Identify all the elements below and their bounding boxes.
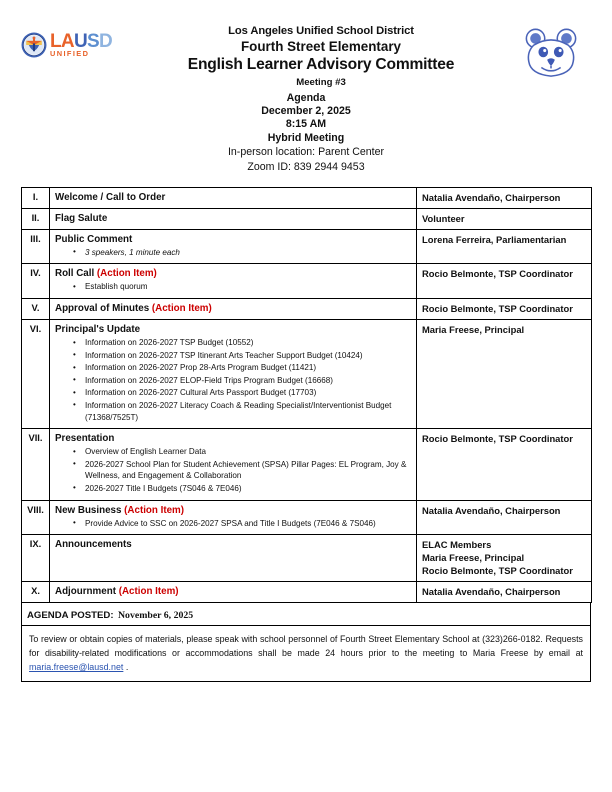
responsible-person: Maria Freese, Principal: [422, 324, 525, 335]
agenda-item-title: [55, 432, 411, 445]
agenda-item-title: [55, 504, 411, 517]
action-item-badge: (Action Item): [96, 268, 157, 280]
table-row: [22, 187, 592, 208]
responsible-person: Rocio Belmonte, TSP Coordinator: [422, 303, 573, 314]
logo-text-u: U: [73, 31, 87, 53]
list-item: • Information on 2026-2027 ELOP-Field Trips Program Budget (16668): [85, 375, 411, 388]
agenda-item-title-text: Announcements: [55, 539, 132, 551]
district-name: Los Angeles Unified School District: [228, 25, 414, 37]
agenda-item-responsible-cell: [417, 229, 592, 264]
agenda-item-title: [55, 267, 411, 280]
document-header: [21, 0, 591, 88]
agenda-item-title: [55, 323, 411, 336]
agenda-item-title: [55, 302, 411, 315]
agenda-item-title: [55, 212, 411, 225]
agenda-item-subitems: [55, 446, 411, 495]
list-item: • Provide Advice to SSC on 2026-2027 SPSA and Title I Budgets (7E046 & 7S046): [85, 518, 411, 531]
logo-text-s: S: [86, 31, 99, 53]
agenda-item-topic-cell: [50, 187, 417, 208]
meeting-info-block: [21, 92, 591, 175]
agenda-item-title-text: Roll Call: [55, 268, 97, 280]
agenda-item-responsible-cell: [417, 535, 592, 582]
table-row: [22, 229, 592, 264]
agenda-item-topic-cell: [50, 299, 417, 320]
list-item: • Information on 2026-2027 Cultural Arts Passport Budget (17703): [85, 387, 411, 400]
action-item-badge: (Action Item): [124, 504, 185, 516]
responsible-person: Volunteer: [422, 212, 465, 224]
agenda-item-responsible-cell: [417, 320, 592, 429]
responsible-person: Natalia Avendaño, Chairperson: [422, 191, 561, 203]
responsible-person: Natalia Avendaño, Chairperson: [422, 504, 561, 516]
agenda-item-numeral: VII.: [22, 429, 50, 500]
disclaimer-part-one: To review or obtain copies of materials, please speak with school personnel of Fourth Street Elementary School at (323)266-0182. Requests for disability-related modifications or accommodations shall be made 24 hours prior to the meeting to Maria Freese by email at: [29, 634, 583, 659]
agenda-item-numeral: III.: [22, 229, 50, 264]
list-item: • 2026-2027 Title I Budgets (7S046 & 7E046): [85, 483, 411, 496]
agenda-posted-label: AGENDA POSTED:: [27, 610, 114, 622]
agenda-item-numeral: V.: [22, 299, 50, 320]
contact-email-link[interactable]: maria.freese@lausd.net: [29, 662, 124, 673]
agenda-label: Agenda: [286, 92, 326, 104]
responsible-person: Lorena Ferreira, Parliamentarian: [422, 233, 567, 245]
agenda-item-title-text: Approval of Minutes: [55, 303, 152, 314]
agenda-posted-row: [21, 603, 591, 626]
table-row: [22, 500, 592, 535]
agenda-item-numeral: X.: [22, 582, 50, 603]
responsible-person: Rocio Belmonte, TSP Coordinator: [422, 268, 573, 280]
agenda-item-title-text: Adjournment: [55, 586, 119, 598]
disclaimer-box: [21, 626, 591, 682]
agenda-item-numeral: II.: [22, 208, 50, 229]
header-titles: [131, 16, 511, 91]
table-row: [22, 208, 592, 229]
agenda-item-responsible-cell: [417, 264, 592, 299]
agenda-item-title-text: Public Comment: [55, 233, 133, 245]
logo-text-unified: UNIFIED: [50, 49, 90, 59]
meeting-number: Meeting #3: [296, 77, 346, 88]
meeting-format: Hybrid Meeting: [267, 131, 345, 144]
agenda-item-subitems: [55, 518, 411, 531]
agenda-item-title-text: Presentation: [55, 433, 115, 445]
meeting-location: In-person location: Parent Center: [227, 145, 385, 158]
agenda-item-topic-cell: [50, 429, 417, 500]
agenda-item-title-text: Principal's Update: [55, 324, 141, 335]
table-row: [22, 264, 592, 299]
responsible-person: Maria Freese, Principal: [422, 552, 525, 564]
agenda-item-responsible-cell: [417, 582, 592, 603]
agenda-item-numeral: I.: [22, 187, 50, 208]
agenda-item-responsible-cell: [417, 208, 592, 229]
list-item: • Information on 2026-2027 Prop 28-Arts Program Budget (11421): [85, 362, 411, 375]
agenda-item-title: [55, 538, 411, 551]
meeting-date: December 2, 2025: [261, 105, 351, 118]
agenda-item-numeral: IX.: [22, 535, 50, 582]
agenda-item-topic-cell: [50, 500, 417, 535]
agenda-item-title: [55, 191, 411, 204]
agenda-item-responsible-cell: [417, 187, 592, 208]
koala-mascot-icon: [522, 24, 580, 80]
list-item: • Information on 2026-2027 Literacy Coach & Reading Specialist/Interventionist Budget (71368/7525T): [85, 400, 411, 424]
committee-name: English Learner Advisory Committee: [187, 56, 455, 73]
meeting-time: 8:15 AM: [285, 118, 327, 131]
meeting-zoom-id: Zoom ID: 839 2944 9453: [247, 160, 365, 173]
agenda-item-topic-cell: [50, 535, 417, 582]
list-item: • Information on 2026-2027 TSP Budget (10552): [85, 337, 411, 350]
agenda-item-title-text: Welcome / Call to Order: [55, 191, 166, 203]
table-row: [22, 535, 592, 582]
disclaimer-text: [29, 632, 583, 674]
disclaimer-part-two: .: [123, 662, 129, 673]
agenda-item-subitems: [55, 337, 411, 424]
table-row: [22, 429, 592, 500]
agenda-item-title: [55, 233, 411, 246]
list-item: • 2026-2027 School Plan for Student Achievement (SPSA) Pillar Pages: EL Program, Joy & Wellness, and Engagement & Collaboration: [85, 459, 411, 483]
logo-text-d: D: [98, 31, 112, 53]
agenda-item-subitems: [55, 281, 411, 294]
lausd-seal-icon: [21, 32, 47, 58]
agenda-table: [21, 187, 592, 603]
school-name: Fourth Street Elementary: [241, 39, 401, 54]
list-item: • 3 speakers, 1 minute each: [85, 247, 411, 260]
agenda-item-numeral: IV.: [22, 264, 50, 299]
agenda-item-title-text: Flag Salute: [55, 212, 108, 224]
agenda-item-responsible-cell: [417, 299, 592, 320]
agenda-item-topic-cell: [50, 264, 417, 299]
table-row: [22, 299, 592, 320]
agenda-item-responsible-cell: [417, 500, 592, 535]
agenda-item-subitems: [55, 247, 411, 260]
logo-text-la: LA: [50, 31, 74, 53]
list-item: • Information on 2026-2027 TSP Itinerant Arts Teacher Support Budget (10424): [85, 350, 411, 363]
table-row: [22, 320, 592, 429]
responsible-person: Rocio Belmonte, TSP Coordinator: [422, 433, 573, 445]
agenda-item-numeral: VI.: [22, 320, 50, 429]
agenda-item-topic-cell: [50, 582, 417, 603]
agenda-item-numeral: VIII.: [22, 500, 50, 535]
agenda-item-responsible-cell: [417, 429, 592, 500]
lausd-unified-logo: [21, 16, 131, 58]
agenda-item-title: [55, 585, 411, 598]
action-item-badge: (Action Item): [118, 586, 179, 598]
school-mascot-koala-logo: [511, 16, 591, 80]
agenda-posted-date: November 6, 2025: [117, 610, 194, 622]
agenda-item-topic-cell: [50, 208, 417, 229]
agenda-item-topic-cell: [50, 320, 417, 429]
responsible-person: Rocio Belmonte, TSP Coordinator: [422, 565, 573, 577]
list-item: • Establish quorum: [85, 281, 411, 294]
list-item: • Overview of English Learner Data: [85, 446, 411, 459]
responsible-person: Natalia Avendaño, Chairperson: [422, 586, 561, 598]
responsible-person: ELAC Members: [422, 539, 492, 551]
action-item-badge: (Action Item): [151, 303, 212, 314]
agenda-item-title-text: New Business: [55, 504, 125, 516]
agenda-item-topic-cell: [50, 229, 417, 264]
table-row: [22, 582, 592, 603]
